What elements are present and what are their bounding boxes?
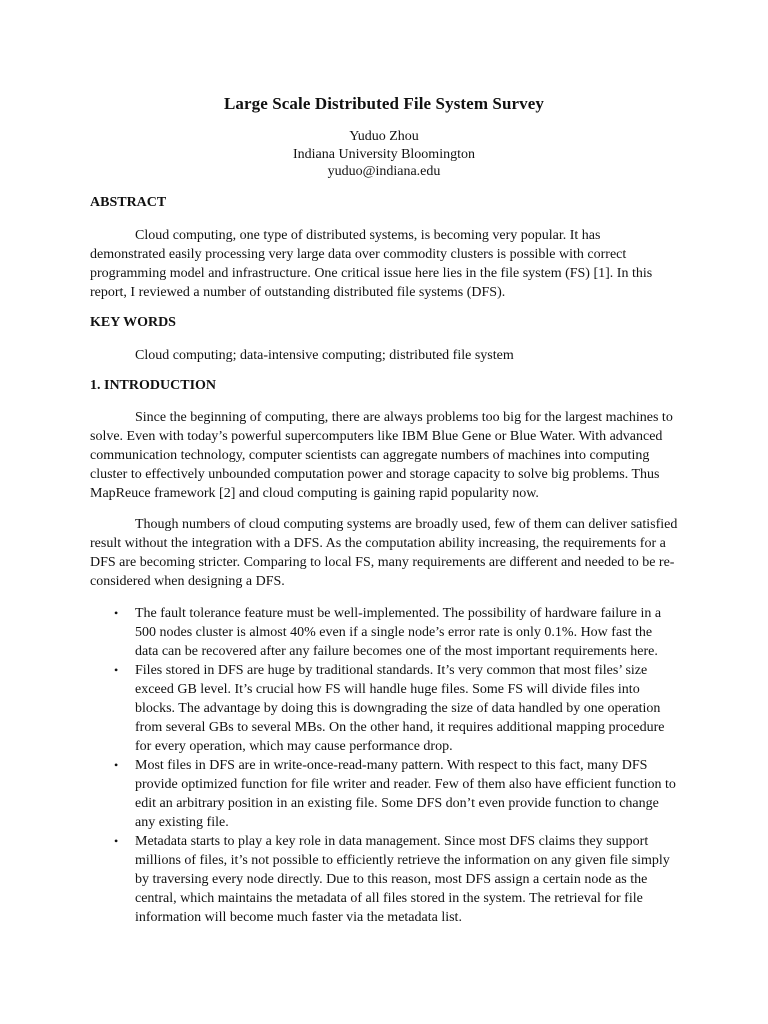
keywords-heading: KEY WORDS	[90, 315, 176, 330]
introduction-heading: 1. INTRODUCTION	[90, 378, 217, 393]
bullet-icon: •	[114, 834, 119, 848]
bullet-icon: •	[114, 606, 119, 620]
list-item	[90, 604, 678, 661]
paper-title: Large Scale Distributed File System Survey	[223, 94, 545, 113]
keywords-text: Cloud computing; data-intensive computing; distributed file system	[135, 348, 514, 363]
abstract-heading: ABSTRACT	[90, 195, 167, 210]
bullet-icon: •	[114, 663, 119, 677]
abstract-text: Cloud computing, one type of distributed systems, is becoming very popular. It has demonstrated easily processing very large data over commodity clusters is possible with correct programming model and infrastructure. One critical issue here lies in the file system (FS) [1]. In this report, I reviewed a number of outstanding distributed file systems (DFS).	[90, 228, 653, 300]
author-email: yuduo@indiana.edu	[327, 164, 441, 179]
intro-paragraph-2: Though numbers of cloud computing systems are broadly used, few of them can deliver satisfied result without the integration with a DFS. As the computation ability increasing, the requirements for a DFS are becoming stricter. Comparing to local FS, many requirements are different and needed to be re-considered when designing a DFS.	[90, 517, 678, 589]
list-item	[90, 661, 678, 756]
list-item-text: The fault tolerance feature must be well-implemented. The possibility of hardware failure in a 500 nodes cluster is almost 40% even if a single node’s error rate is only 0.1%. How fast the data can be recovered after any failure becomes one of the most important requirements here.	[135, 606, 662, 659]
list-item-text: Metadata starts to play a key role in data management. Since most DFS claims they support millions of files, it’s not possible to efficiently retrieve the information on any given file simply by traversing every node directly. Due to this reason, most DFS assign a certain node as the central, which maintains the metadata of all files stored in the system. The retrieval for file information will become much faster via the metadata list.	[135, 834, 670, 925]
list-item	[90, 832, 678, 927]
paper-page	[90, 0, 678, 1024]
bullet-icon: •	[114, 758, 119, 772]
list-item-text: Most files in DFS are in write-once-read-many pattern. With respect to this fact, many DFS provide optimized function for file writer and reader. Few of them also have efficient function to edit an arbitrary position in an existing file. Some DFS don’t even provide function to change any existing file.	[135, 758, 676, 830]
intro-paragraph-1: Since the beginning of computing, there are always problems too big for the largest machines to solve. Even with today’s powerful supercomputers like IBM Blue Gene or Blue Water. With advanced communication technology, computer scientists can aggregate numbers of machines into computing cluster to effectively unbounded computation power and storage capacity to solve big problems. Thus MapReuce framework [2] and cloud computing is gaining rapid popularity now.	[90, 410, 673, 501]
author-block	[90, 128, 678, 181]
list-item	[90, 756, 678, 832]
author-name: Yuduo Zhou	[349, 129, 419, 144]
author-affiliation: Indiana University Bloomington	[293, 146, 475, 162]
requirements-list	[90, 604, 678, 927]
list-item-text: Files stored in DFS are huge by traditional standards. It’s very common that most files’ size exceed GB level. It’s crucial how FS will handle huge files. Some FS will divide files into blocks. The advantage by doing this is downgrading the size of data handled by one operation from several GBs to several MBs. On the other hand, it requires additional mapping procedure for every operation, which may cause performance drop.	[135, 663, 665, 754]
